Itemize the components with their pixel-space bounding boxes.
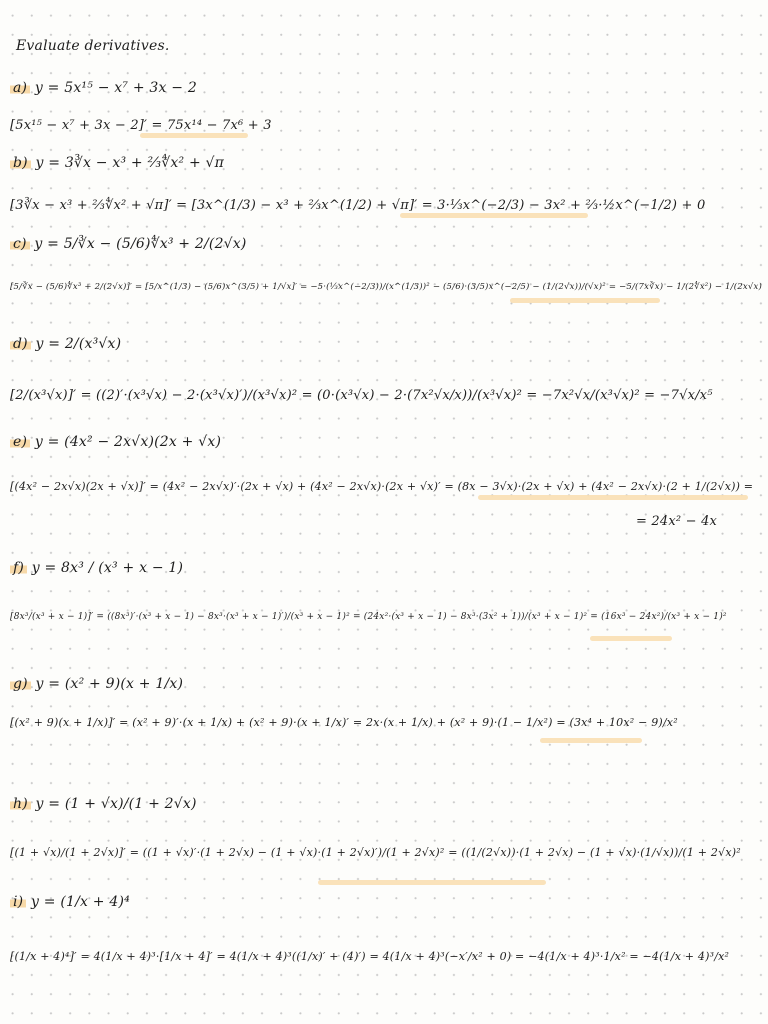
problem-d: [10, 336, 121, 352]
problem-d-given: y = 2/(x³√x): [35, 336, 122, 352]
page-title: Evaluate derivatives.: [16, 38, 170, 54]
problem-d-label: d): [10, 336, 31, 352]
answer-highlight: [318, 880, 546, 885]
problem-i-step-1: [(1/x + 4)⁴]′ = 4(1/x + 4)³·[1/x + 4]′ = 4(1/x + 4)³((1/x)′ + (4)′) = 4(1/x + 4)³(−x′/x² + 0) = −4(1/x + 4)³·1/x² = −4(1/x + 4)³/x²: [10, 950, 730, 963]
problem-h-step-1: [(1 + √x)/(1 + 2√x)]′ = ((1 + √x)′·(1 + 2√x) − (1 + √x)·(1 + 2√x)′)/(1 + 2√x)² = ((1/(2√x))·(1 + 2√x) − (1 + √x)·(1/√x))/(1 + 2√x)²: [10, 846, 741, 859]
problem-f-step-1: [8x³/(x³ + x − 1)]′ = ((8x³)′·(x³ + x − 1) − 8x³·(x³ + x − 1)′)/(x³ + x − 1)² = (24x²·(x³ + x − 1) − 8x³·(3x² + 1))/(x³ + x − 1)² = (16x³ − 24x²)/(x³ + x − 1)²: [10, 612, 727, 622]
problem-h-given: y = (1 + √x)/(1 + 2√x): [35, 796, 197, 812]
problem-h: [10, 796, 197, 812]
answer-highlight: [590, 636, 672, 641]
problem-a-step-1: [5x¹⁵ − x⁷ + 3x − 2]′ = 75x¹⁴ − 7x⁶ + 3: [10, 118, 272, 133]
problem-d-step-1: [2/(x³√x)]′ = ((2)′·(x³√x) − 2·(x³√x)′)/(x³√x)² = (0·(x³√x) − 2·(7x²√x/x))/(x³√x)² = −7x²√x/(x³√x)² = −7√x/x⁵: [10, 388, 713, 403]
problem-a: [10, 80, 197, 96]
answer-highlight: [400, 213, 588, 218]
answer-highlight: [478, 495, 748, 500]
problem-i-label: i): [10, 894, 26, 910]
problem-e-step-2: = 24x² − 4x: [636, 514, 718, 529]
problem-c-label: c): [10, 236, 30, 252]
answer-highlight: [540, 738, 642, 743]
problem-b-label: b): [10, 155, 31, 171]
problem-b-step-1: [3∛x − x³ + ⅔∜x² + √π]′ = [3x^(1/3) − x³ + ⅔x^(1/2) + √π]′ = 3·⅓x^(−2/3) − 3x² + ⅔·½x^(−1/2) + 0: [10, 198, 706, 213]
problem-e-step-1: [(4x² − 2x√x)(2x + √x)]′ = (4x² − 2x√x)′·(2x + √x) + (4x² − 2x√x)·(2x + √x)′ = (8x − 3√x)·(2x + √x) + (4x² − 2x√x)·(2 + 1/(2√x)) =: [10, 480, 754, 493]
problem-i-given: y = (1/x + 4)⁴: [31, 894, 130, 910]
problem-a-label: a): [10, 80, 30, 96]
problem-e: [10, 434, 221, 450]
problem-f: [10, 560, 183, 576]
problem-c: [10, 236, 247, 252]
problem-b-given: y = 3∛x − x³ + ⅔∜x² + √π: [35, 155, 225, 171]
problem-e-label: e): [10, 434, 30, 450]
problem-f-label: f): [10, 560, 27, 576]
answer-highlight: [140, 133, 248, 138]
problem-f-given: y = 8x³ / (x³ + x − 1): [31, 560, 184, 576]
problem-b: [10, 155, 224, 171]
problem-g-given: y = (x² + 9)(x + 1/x): [35, 676, 184, 692]
problem-g-label: g): [10, 676, 31, 692]
problem-e-given: y = (4x² − 2x√x)(2x + √x): [34, 434, 222, 450]
problem-h-label: h): [10, 796, 31, 812]
problem-a-given: y = 5x¹⁵ − x⁷ + 3x − 2: [34, 80, 197, 96]
problem-i: [10, 894, 130, 910]
answer-highlight: [510, 298, 660, 303]
problem-g-step-1: [(x² + 9)(x + 1/x)]′ = (x² + 9)′·(x + 1/x) + (x² + 9)·(x + 1/x)′ = 2x·(x + 1/x) + (x² + 9)·(1 − 1/x²) = (3x⁴ + 10x² − 9)/x²: [10, 716, 678, 729]
problem-c-step-1: [5/∛x − (5/6)∜x³ + 2/(2√x)]′ = [5/x^(1/3) − (5/6)x^(3/5) + 1/√x]′ = −5·(⅓x^(−2/3))/(x^(1/3))² − (5/6)·(3/5)x^(−2/5) − (1/(2√x))/(√x)² = −5/(7x∛x) − 1/(2∜x²) − 1/(2x√x): [10, 282, 762, 292]
problem-g: [10, 676, 183, 692]
problem-c-given: y = 5/∛x − (5/6)∜x³ + 2/(2√x): [34, 236, 247, 252]
